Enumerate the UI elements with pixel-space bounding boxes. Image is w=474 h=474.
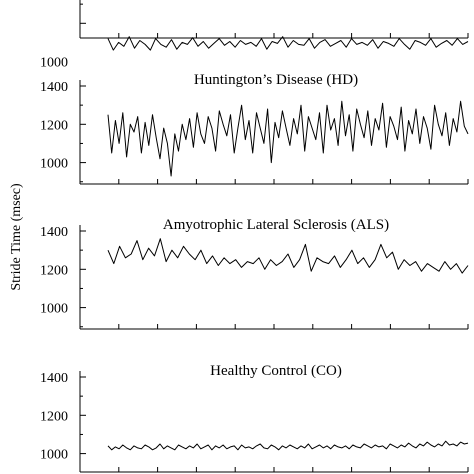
y-axis-label: Stride Time (msec): [9, 183, 24, 291]
stride-series-line: [108, 441, 468, 450]
y-tick-label: 1200: [40, 409, 68, 425]
panel-3: [40, 217, 468, 329]
y-tick-label: 1400: [40, 371, 68, 386]
panel-1: [40, 0, 468, 71]
stride-series-line: [108, 37, 468, 50]
y-tick-label: 1400: [40, 225, 68, 240]
stride-series-line: [108, 101, 468, 176]
panel-title: Huntington’s Disease (HD): [193, 72, 359, 88]
panel-title: Healthy Control (CO): [210, 363, 342, 379]
stride-series-line: [108, 239, 468, 273]
panel-2: [40, 72, 468, 184]
y-tick-label: 1000: [40, 301, 68, 317]
y-tick-label: 1000: [40, 55, 68, 71]
y-tick-label: 1200: [40, 263, 68, 279]
y-tick-label: 1000: [40, 156, 68, 172]
y-tick-label: 1200: [40, 118, 68, 134]
panel-4: [40, 363, 468, 472]
y-tick-label: 1400: [40, 80, 68, 95]
y-tick-label: 1000: [40, 447, 68, 463]
panel-title: Amyotrophic Lateral Sclerosis (ALS): [162, 217, 390, 233]
panels-group: [40, 0, 468, 472]
